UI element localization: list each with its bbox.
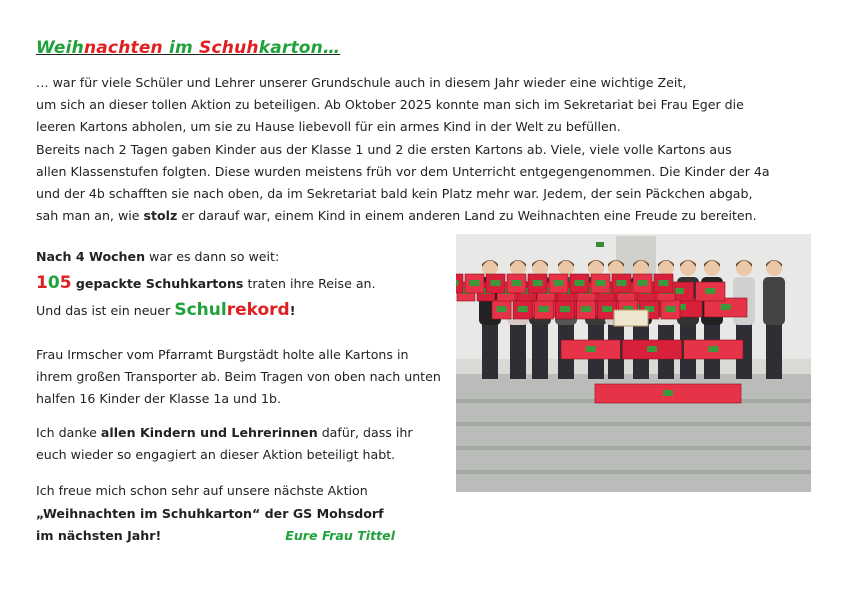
closing-line-bold: „Weihnachten im Schuhkarton“ der GS Mohsdorf: [36, 505, 384, 521]
intro-line: leeren Kartons abholen, um sie zu Hause liebevoll für ein armes Kind in der Welt zu befüllen.: [36, 119, 621, 135]
count-bold: gepackte Schuhkartons: [71, 276, 244, 291]
shoebox-label: [470, 280, 480, 286]
title-part-3: im: [162, 38, 200, 58]
record-pre: Und das ist ein neuer: [36, 303, 175, 318]
gift-box: [614, 310, 648, 326]
intro-emphasis: stolz: [143, 208, 178, 224]
thanks-line: euch wieder so engagiert an dieser Aktion beteiligt habt.: [36, 447, 396, 462]
shoebox-label: [721, 304, 731, 310]
count-digit-2: 0: [47, 273, 60, 293]
shoebox-label: [575, 280, 585, 286]
shoebox-label: [512, 280, 522, 286]
shoebox-label: [665, 306, 675, 312]
title-part-6: …: [322, 38, 341, 58]
shoebox-label: [617, 280, 627, 286]
shoebox-label: [497, 306, 507, 312]
shoebox-label: [596, 280, 606, 286]
closing-line: Ich freue mich schon sehr auf unsere nächste Aktion: [36, 483, 368, 498]
count-digit-3: 5: [59, 273, 72, 293]
shoebox-label: [456, 280, 459, 286]
thanks-line: [36, 422, 446, 444]
shoebox-label: [663, 390, 673, 396]
intro-paragraph: [36, 72, 816, 227]
results-block: [36, 244, 446, 324]
page-title: [36, 38, 340, 58]
record-line: [36, 297, 446, 324]
signature: Eure Frau Tittel: [285, 528, 396, 543]
thanks-pre: Ich danke: [36, 425, 101, 440]
title-part-1: Weih: [36, 38, 84, 58]
shoebox-label: [539, 306, 549, 312]
pickup-paragraph: [36, 344, 446, 410]
pickup-line: ihrem großen Transporter ab. Beim Tragen von oben nach unten: [36, 369, 441, 384]
shoebox-label: [638, 280, 648, 286]
child-figure: [701, 260, 723, 379]
count-text: traten ihre Reise an.: [243, 276, 376, 291]
shoebox-label: [554, 280, 564, 286]
shoebox-label: [708, 346, 718, 352]
shoebox-label: [560, 306, 570, 312]
weeks-bold: Nach 4 Wochen: [36, 249, 146, 264]
intro-text: er darauf war, einem Kind in einem anderen Land zu Weihnachten eine Freude zu bereiten.: [177, 208, 757, 224]
child-figure: [733, 260, 755, 379]
record-post: !: [289, 303, 296, 318]
child-figure: [677, 260, 699, 379]
shoebox-label: [602, 306, 612, 312]
thanks-rest: dafür, dass ihr: [317, 425, 413, 440]
shoebox-label: [581, 306, 591, 312]
intro-line: [36, 205, 816, 227]
pickup-line: halfen 16 Kinder der Klasse 1a und 1b.: [36, 391, 282, 406]
title-part-2: nachten: [83, 38, 163, 58]
intro-line: … war für viele Schüler und Lehrer unserer Grundschule auch in diesem Jahr wieder eine wichtige Zeit,: [36, 75, 687, 90]
shoebox-label: [659, 280, 669, 286]
shoebox-label: [647, 346, 657, 352]
shoebox-label: [705, 288, 715, 294]
intro-line: allen Klassenstufen folgten. Diese wurden meistens früh vor dem Unterricht entgegengenommen. Die Kinder der 4a: [36, 163, 770, 179]
weeks-text: war es dann so weit:: [145, 249, 280, 264]
record-word-1: Schul: [174, 300, 227, 320]
shoebox-label: [491, 280, 501, 286]
thanks-paragraph: [36, 422, 446, 466]
intro-line: und der 4b schafften sie nach oben, da im Sekretariat bald kein Platz mehr war. Jedem, der sein Päckchen abgab,: [36, 186, 753, 202]
shoebox-label: [518, 306, 528, 312]
weeks-line: [36, 244, 446, 270]
closing-bold: im nächsten Jahr!: [36, 528, 162, 543]
intro-line: um sich an dieser tollen Aktion zu beteiligen. Ab Oktober 2025 konnte man sich im Sekretariat bei Frau Eger die: [36, 97, 744, 113]
shoebox-label: [674, 288, 684, 294]
group-photo: [456, 234, 811, 492]
title-part-4: Schuh: [199, 38, 259, 58]
count-line: [36, 270, 446, 297]
pickup-line: Frau Irmscher vom Pfarramt Burgstädt holte alle Kartons in: [36, 347, 409, 362]
closing-paragraph: [36, 480, 446, 548]
thanks-bold: allen Kindern und Lehrerinnen: [100, 425, 318, 440]
group-photo-illustration: [456, 234, 811, 492]
intro-text: sah man an, wie: [36, 208, 144, 224]
title-part-5: karton: [258, 38, 323, 58]
shoebox-label: [586, 346, 596, 352]
child-figure: [763, 260, 785, 379]
count-digit-1: 1: [36, 273, 48, 293]
record-word-2: rekord: [226, 300, 290, 320]
closing-line: [36, 525, 446, 548]
shoebox-label: [533, 280, 543, 286]
intro-line: Bereits nach 2 Tagen gaben Kinder aus der Klasse 1 und 2 die ersten Kartons ab. Viele, viele volle Kartons aus: [36, 141, 732, 157]
